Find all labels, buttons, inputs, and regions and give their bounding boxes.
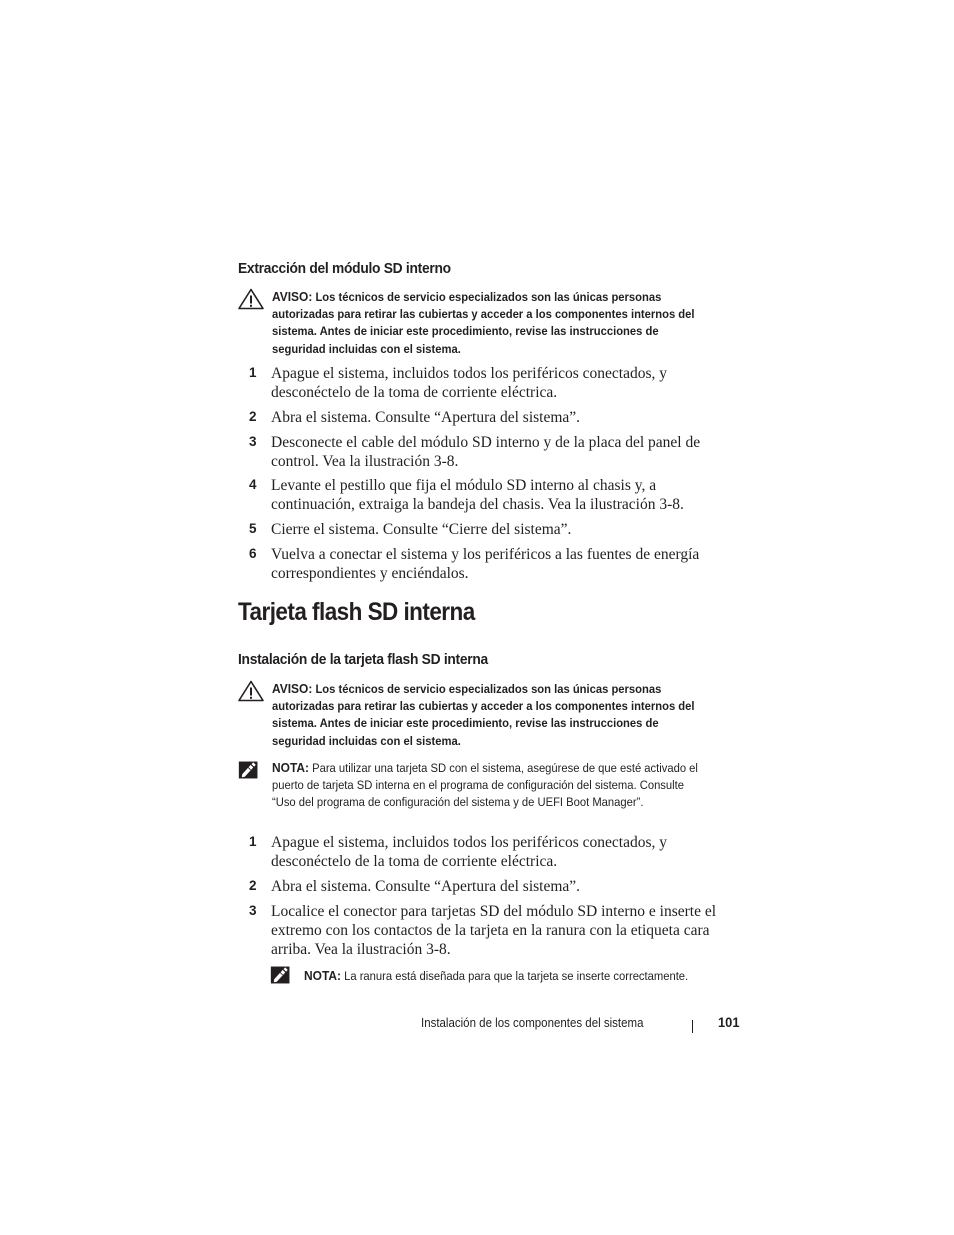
step-number: 5: [249, 521, 257, 536]
step-text: Vuelva a conectar el sistema y los periféricos a las fuentes de energía correspondientes y enciéndalos.: [271, 546, 700, 582]
step-text: Abra el sistema. Consulte “Apertura del sistema”.: [271, 409, 581, 426]
step-text: Desconecte el cable del módulo SD interno y de la placa del panel de control. Vea la ilustración 3-8.: [271, 434, 701, 470]
step-number: 1: [249, 365, 257, 380]
footer-chapter: Instalación de los componentes del sistema: [421, 1016, 644, 1030]
section-heading-installation: Instalación de la tarjeta flash SD interna: [238, 651, 488, 668]
note-body: La ranura está diseñada para que la tarjeta se inserte correctamente.: [344, 969, 689, 983]
step-number: 6: [249, 546, 257, 561]
step-note-notice: [270, 965, 750, 989]
step-number: 4: [249, 477, 257, 492]
warning-body: Los técnicos de servicio especializados son las únicas personas autorizadas para retirar las cubiertas y acceder a los componentes internos del sistema. Antes de iniciar este procedimiento, revise las instrucciones de seguridad incluidas con el sistema.: [272, 682, 695, 748]
note-notice: [238, 759, 748, 831]
footer-divider: [692, 1020, 693, 1033]
warning-text: [272, 680, 704, 750]
note-pencil-icon: [238, 760, 260, 780]
note-text: [272, 759, 704, 812]
step-number: 3: [249, 434, 257, 449]
section-heading-extraction: Extracción del módulo SD interno: [238, 260, 451, 277]
step-text: Cierre el sistema. Consulte “Cierre del sistema”.: [271, 521, 572, 538]
warning-text: [272, 288, 704, 358]
step-number: 2: [249, 878, 257, 893]
step-text: Localice el conector para tarjetas SD del módulo SD interno e inserte el extremo con los contactos de la tarjeta en la ranura con la etiqueta cara arriba. Vea la ilustración 3-8.: [271, 903, 717, 958]
note-pencil-icon: [270, 965, 292, 985]
step-number: 3: [249, 903, 257, 918]
warning-body: Los técnicos de servicio especializados son las únicas personas autorizadas para retirar las cubiertas y acceder a los componentes internos del sistema. Antes de iniciar este procedimiento, revise las instrucciones de seguridad incluidas con el sistema.: [272, 290, 695, 356]
page-number: 101: [718, 1014, 740, 1030]
warning-label: AVISO:: [272, 289, 313, 304]
note-body: Para utilizar una tarjeta SD con el sistema, asegúrese de que esté activado el puerto de tarjeta SD interna en el programa de configuración del sistema. Consulte “Uso del programa de configuración del sistema y de UEFI Boot Manager”.: [272, 761, 698, 810]
step-text: Apague el sistema, incluidos todos los periféricos conectados, y desconéctelo de la toma de corriente eléctrica.: [271, 365, 668, 401]
step-text: Levante el pestillo que fija el módulo SD interno al chasis y, a continuación, extraiga la bandeja del chasis. Vea la ilustración 3-8.: [271, 477, 684, 513]
section-title: Tarjeta flash SD interna: [238, 598, 475, 626]
warning-triangle-icon: [238, 288, 264, 310]
step-text: Abra el sistema. Consulte “Apertura del sistema”.: [271, 878, 581, 895]
warning-notice: [238, 288, 748, 360]
warning-notice: [238, 680, 748, 752]
step-number: 2: [249, 409, 257, 424]
note-label: NOTA:: [272, 760, 309, 775]
warning-label: AVISO:: [272, 681, 313, 696]
step-number: 1: [249, 834, 257, 849]
step-note-text: [304, 967, 746, 985]
note-label: NOTA:: [304, 968, 341, 983]
step-text: Apague el sistema, incluidos todos los periféricos conectados, y desconéctelo de la toma de corriente eléctrica.: [271, 834, 668, 870]
warning-triangle-icon: [238, 680, 264, 702]
